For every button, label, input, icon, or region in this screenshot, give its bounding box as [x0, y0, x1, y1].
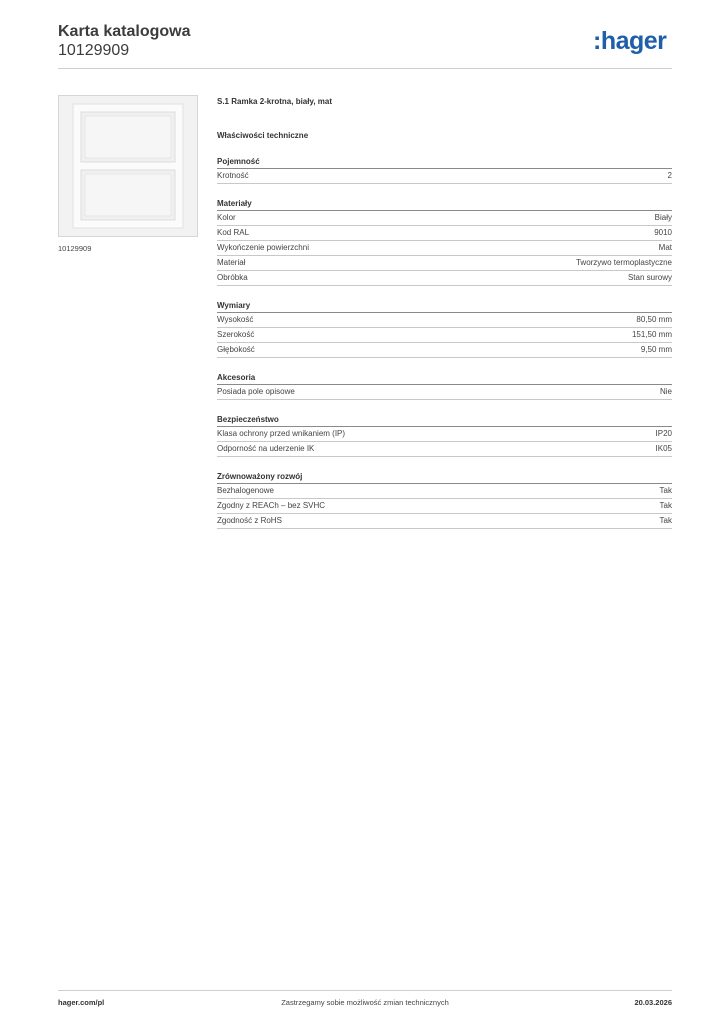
document-number: 10129909: [58, 42, 130, 59]
spec-label: Szerokość: [217, 330, 255, 339]
spec-row: [217, 427, 672, 442]
technical-sections: [217, 156, 672, 529]
double-frame-icon: [59, 96, 197, 236]
product-title: S.1 Ramka 2-krotna, biały, mat: [217, 97, 333, 106]
spec-label: Bezhalogenowe: [217, 486, 274, 495]
spec-row: [217, 484, 672, 499]
spec-row: [217, 313, 672, 328]
footer-divider: [58, 990, 672, 991]
spec-value: Tak: [659, 501, 672, 510]
product-image: [58, 95, 198, 237]
spec-row: [217, 442, 672, 457]
section-title: Akcesoria: [217, 372, 672, 385]
spec-value: 151,50 mm: [631, 330, 672, 339]
spec-label: Materiał: [217, 258, 246, 267]
page-header: [58, 22, 190, 60]
header-divider: [58, 68, 672, 69]
spec-value: IK05: [655, 444, 672, 453]
spec-row: [217, 241, 672, 256]
spec-label: Wykończenie powierzchni: [217, 243, 309, 252]
spec-value: Tworzywo termoplastyczne: [575, 258, 672, 267]
document-title: Karta katalogowa: [58, 23, 191, 40]
spec-row: [217, 514, 672, 529]
hager-logo: :hager: [593, 27, 667, 55]
spec-label: Klasa ochrony przed wnikaniem (IP): [217, 429, 346, 438]
spec-label: Krotność: [217, 171, 249, 180]
product-details: [217, 96, 672, 529]
spec-section: [217, 300, 672, 358]
spec-row: [217, 271, 672, 286]
spec-value: Tak: [659, 486, 672, 495]
spec-row: [217, 211, 672, 226]
spec-value: Stan surowy: [627, 273, 672, 282]
spec-section: [217, 156, 672, 184]
spec-label: Obróbka: [217, 273, 248, 282]
spec-value: IP20: [655, 429, 672, 438]
spec-value: Tak: [659, 516, 672, 525]
spec-label: Kod RAL: [217, 228, 250, 237]
spec-section: [217, 471, 672, 529]
spec-row: [217, 328, 672, 343]
spec-value: Mat: [658, 243, 672, 252]
footer-date: 20.03.2026: [634, 998, 672, 1007]
spec-value: Nie: [659, 387, 672, 396]
spec-section: [217, 414, 672, 457]
spec-value: Biały: [654, 213, 672, 222]
spec-row: [217, 226, 672, 241]
spec-label: Kolor: [217, 213, 236, 222]
footer-website[interactable]: hager.com/pl: [58, 998, 105, 1007]
spec-section: [217, 372, 672, 400]
spec-row: [217, 256, 672, 271]
spec-label: Zgodny z REACh – bez SVHC: [217, 501, 326, 510]
spec-value: 80,50 mm: [636, 315, 672, 324]
section-title: Pojemność: [217, 156, 672, 169]
spec-label: Wysokość: [217, 315, 254, 324]
spec-row: [217, 343, 672, 358]
image-caption: 10129909: [58, 244, 92, 253]
spec-row: [217, 385, 672, 400]
spec-row: [217, 499, 672, 514]
section-title: Wymiary: [217, 300, 672, 313]
spec-section: [217, 198, 672, 286]
section-title: Zrównoważony rozwój: [217, 471, 672, 484]
footer-notice: Zastrzegamy sobie możliwość zmian technicznych: [281, 998, 449, 1007]
spec-label: Głębokość: [217, 345, 255, 354]
spec-value: 9010: [654, 228, 672, 237]
technical-properties-heading: Właściwości techniczne: [217, 131, 309, 140]
section-title: Materiały: [217, 198, 672, 211]
spec-label: Posiada pole opisowe: [217, 387, 295, 396]
spec-value: 9,50 mm: [640, 345, 672, 354]
spec-row: [217, 169, 672, 184]
spec-label: Odporność na uderzenie IK: [217, 444, 315, 453]
spec-label: Zgodność z RoHS: [217, 516, 282, 525]
section-title: Bezpieczeństwo: [217, 414, 672, 427]
spec-value: 2: [667, 171, 672, 180]
